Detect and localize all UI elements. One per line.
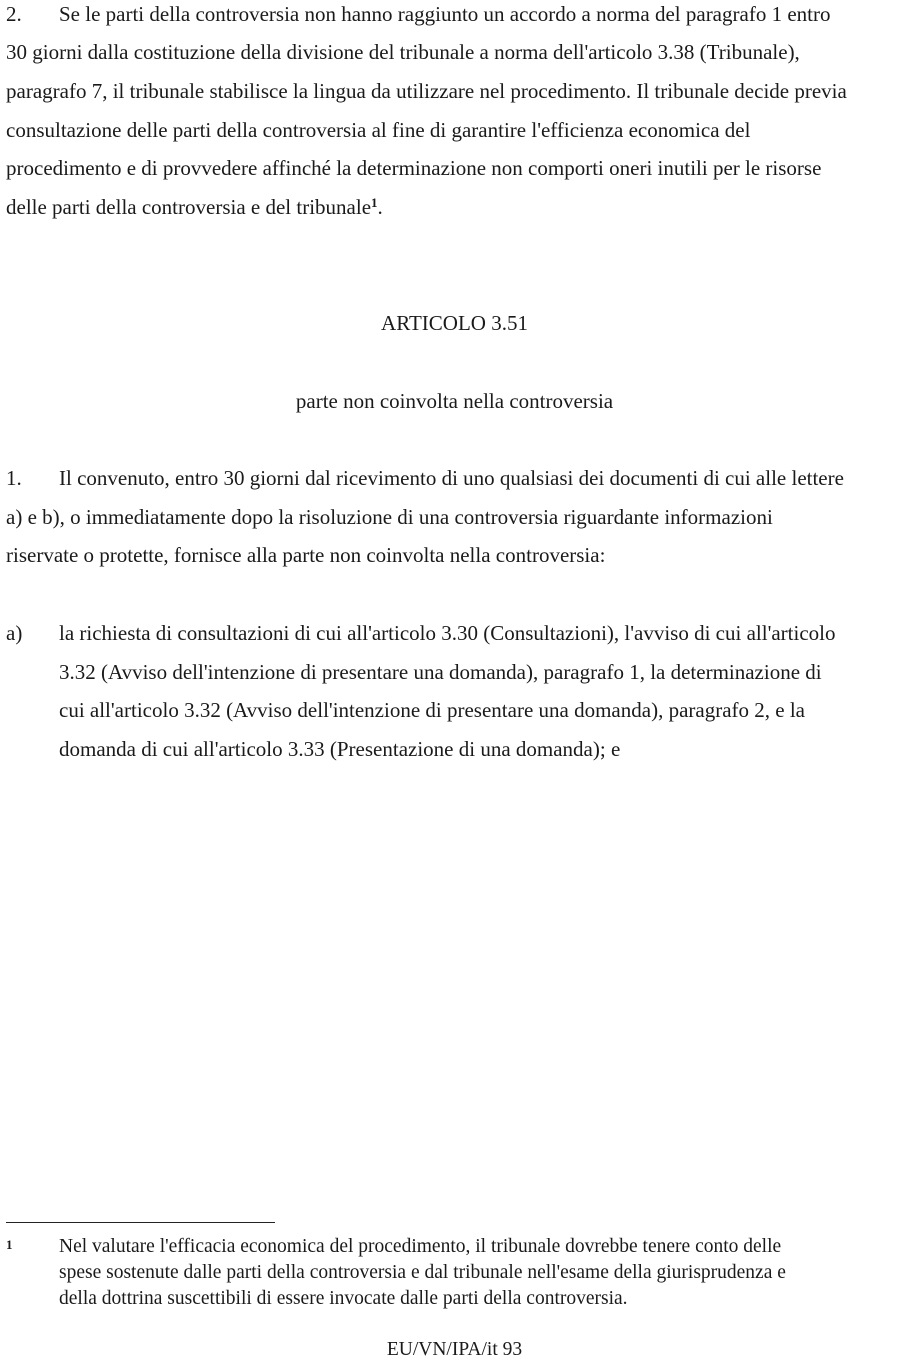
footnote-line: spese sostenute dalle parti della controversia e dal tribunale nell'esame della giurisprudenza e — [59, 1262, 786, 1283]
text-line: 3.32 (Avviso dell'intenzione di presentare una domanda), paragrafo 1, la determinazione di — [59, 660, 822, 684]
text-line-content: delle parti della controversia e del tribunale — [6, 195, 372, 219]
text-line: paragrafo 7, il tribunale stabilisce la lingua da utilizzare nel procedimento. Il tribunale decide previa — [6, 79, 847, 103]
text-line: Se le parti della controversia non hanno raggiunto un accordo a norma del paragrafo 1 entro — [59, 2, 831, 26]
list-label: a) — [6, 621, 23, 645]
text-line: Il convenuto, entro 30 giorni dal ricevimento di uno qualsiasi dei documenti di cui alle lettere — [59, 466, 844, 490]
text-line: domanda di cui all'articolo 3.33 (Presentazione di una domanda); e — [59, 737, 621, 761]
sentence-end: . — [377, 195, 383, 219]
text-line — [6, 194, 383, 220]
page-footer: EU/VN/IPA/it 93 — [386, 1339, 523, 1360]
article-title: parte non coinvolta nella controversia — [295, 389, 614, 413]
article-heading: ARTICOLO 3.51 — [381, 311, 528, 335]
footnote-separator — [6, 1222, 275, 1223]
footnote-marker: 1 — [6, 1237, 13, 1252]
footnote-line: della dottrina suscettibili di essere invocate dalle parti della controversia. — [59, 1288, 628, 1309]
text-line: cui all'articolo 3.32 (Avviso dell'intenzione di presentare una domanda), paragrafo 2, e la — [59, 698, 805, 722]
text-line: consultazione delle parti della controversia al fine di garantire l'efficienza economica del — [6, 118, 751, 142]
text-line: procedimento e di provvedere affinché la determinazione non comporti oneri inutili per le risorse — [6, 156, 822, 180]
footnote-reference[interactable]: 1 — [371, 195, 378, 210]
text-line: a) e b), o immediatamente dopo la risoluzione di una controversia riguardante informazioni — [6, 505, 773, 529]
footnote-line: Nel valutare l'efficacia economica del procedimento, il tribunale dovrebbe tenere conto delle — [59, 1236, 782, 1257]
text-line: la richiesta di consultazioni di cui all'articolo 3.30 (Consultazioni), l'avviso di cui all'articolo — [59, 621, 836, 645]
text-line: 30 giorni dalla costituzione della divisione del tribunale a norma dell'articolo 3.38 (Tribunale), — [6, 40, 800, 64]
paragraph-number: 1. — [6, 466, 22, 490]
paragraph-number: 2. — [6, 2, 22, 26]
text-line: riservate o protette, fornisce alla parte non coinvolta nella controversia: — [6, 543, 606, 567]
